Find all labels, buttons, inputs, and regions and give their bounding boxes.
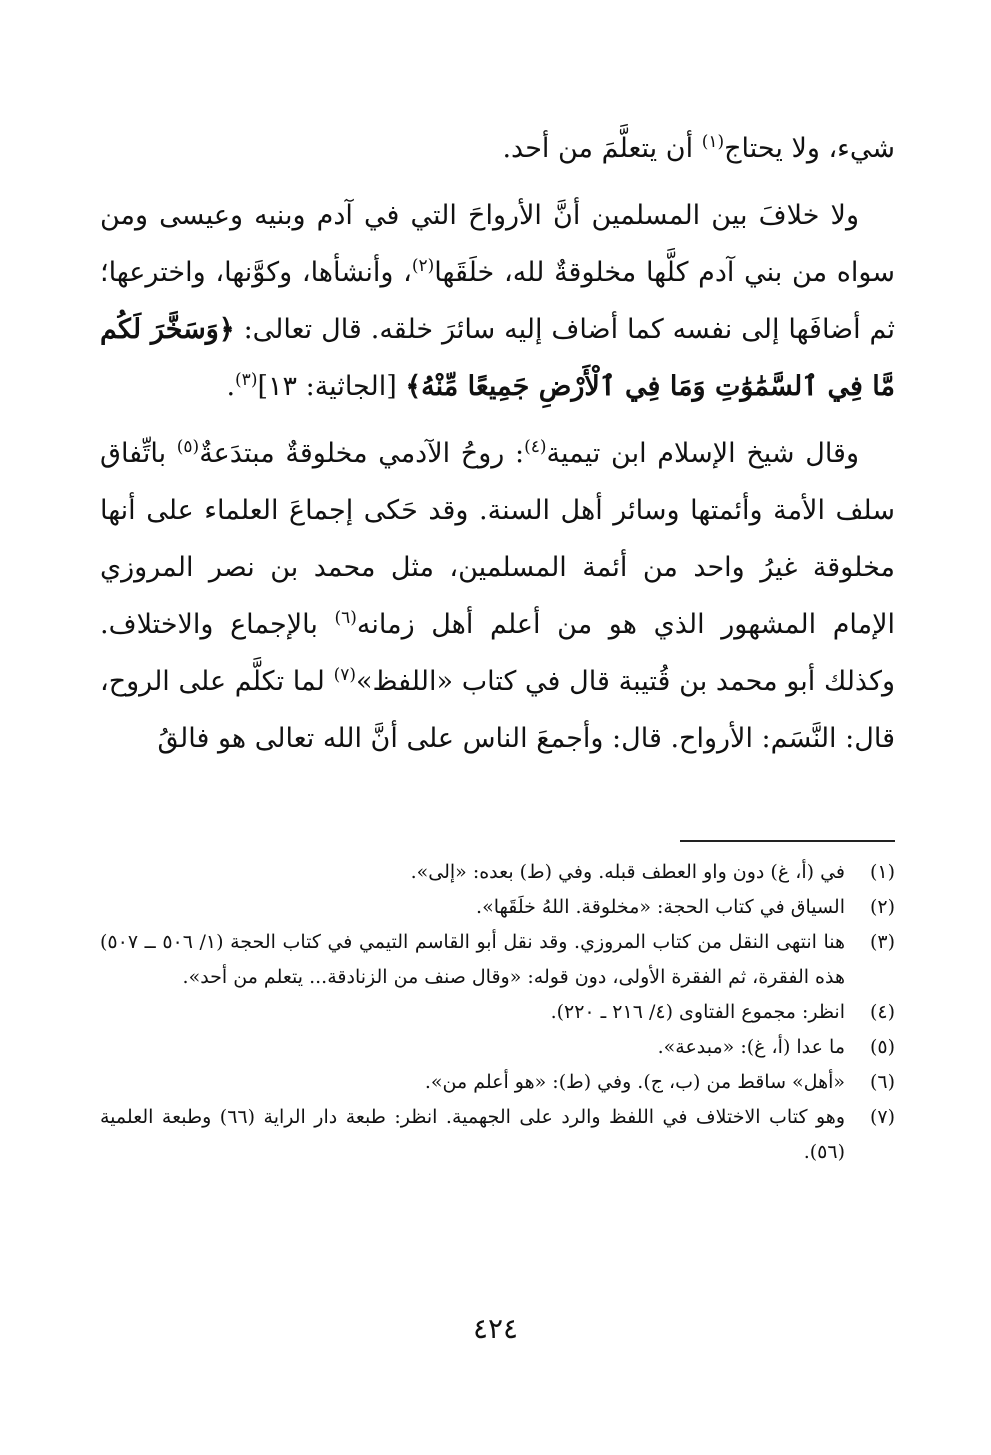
footnote-ref-5[interactable]: (٥) [176, 437, 200, 457]
footnote-number: (٥) [869, 1036, 895, 1058]
footnote-divider [680, 840, 895, 842]
footnote-4 [100, 995, 895, 1030]
footnote-number: (١) [869, 861, 895, 883]
footnote-text: وهو كتاب الاختلاف في اللفظ والرد على الجهمية. انظر: طبعة دار الراية (٦٦) وطبعة العلمية (٥٦). [100, 1106, 845, 1163]
verse-citation: [الجاثية: ١٣] [257, 371, 406, 402]
footnote-text: «أهل» ساقط من (ب، ج). وفي (ط): «هو أعلم من». [424, 1071, 845, 1093]
paragraph-1: شيء، ولا يحتاج$^{(١)}$ أن يتعلَّمَ من أحد. [502, 132, 895, 164]
footnote-7 [100, 1100, 895, 1170]
footnote-text: ما عدا (أ، غ): «مبدعة». [657, 1036, 845, 1058]
footnote-number: (٢) [869, 896, 895, 918]
footnote-6 [100, 1065, 895, 1100]
paragraph-3: وقال شيخ الإسلام ابن تيمية$^{(٤)}$: روحُ الآدمي مخلوقةٌ مبتدَعةٌ$^{(٥)}$ باتِّفاق سلف الأمة وأئمتها وسائر أهل السنة. وقد حَكى إجماعَ العلماء على أنها مخلوقة غيرُ واحد من أئمة المسلمين، مثل محمد بن نصر المروزي الإمام المشهور الذي هو من أعلم أهل زمانه$^{(٦)}$ بالإجماع والاختلاف. وكذلك أبو محمد بن قُتيبة قال في كتاب «اللفظ»$^{(٧)}$ لما تكلَّم على الروح، قال: النَّسَم: الأرواح. قال: وأجمعَ الناس على أنَّ الله تعالى هو فالقُ [100, 437, 895, 754]
footnote-ref-6[interactable]: (٦) [334, 608, 357, 628]
footnote-ref-3[interactable]: (٣) [235, 370, 258, 390]
footnote-2 [100, 890, 895, 925]
page-number: ٤٢٤ [472, 1312, 519, 1345]
footnote-text: انظر: مجموع الفتاوى (٤/ ٢١٦ ـ ٢٢٠). [550, 1001, 845, 1023]
footnote-ref-2[interactable]: (٢) [411, 256, 435, 276]
paragraph-2: ولا خلافَ بين المسلمين أنَّ الأرواحَ التي في آدم وبنيه وعيسى ومن سواه من بني آدم كلَّها مخلوقةٌ لله، خلَقَها$^{(٢)}$، وأنشأها، وكوَّنها، واخترعها؛ ثم أضافَها إلى نفسه كما أضاف إليه سائرَ خلقه. قال تعالى: ﴿وَسَخَّرَ لَكُم مَّا فِي ٱلسَّمَٰوَٰتِ وَمَا فِي ٱلْأَرْضِ جَمِيعًا مِّنْهُ﴾ [الجاثية: ١٣]$^{(٣)}$. [100, 200, 896, 402]
footnote-ref-4[interactable]: (٤) [524, 437, 547, 457]
footnote-text: هنا انتهى النقل من كتاب المروزي. وقد نقل أبو القاسم التيمي في كتاب الحجة (١/ ٥٠٦ ــ ٥٠٧) هذه الفقرة، ثم الفقرة الأولى، دون قوله: «وقال صنف من الزنادقة... يتعلم من أحد». [100, 931, 845, 988]
footnote-ref-1[interactable]: (١) [701, 132, 725, 152]
footnote-number: (٦) [869, 1071, 895, 1093]
quran-verse: ﴿وَسَخَّرَ لَكُم مَّا فِي ٱلسَّمَٰوَٰتِ وَمَا فِي ٱلْأَرْضِ جَمِيعًا مِّنْهُ﴾ [100, 314, 895, 402]
footnotes [100, 855, 895, 1170]
footnote-5 [100, 1030, 895, 1065]
footnote-number: (٧) [869, 1106, 895, 1128]
footnote-text: السياق في كتاب الحجة: «مخلوقة. اللهُ خلَقَها». [476, 896, 845, 918]
main-text [100, 120, 895, 767]
footnote-text: في (أ، غ) دون واو العطف قبله. وفي (ط) بعده: «إلى». [410, 861, 845, 883]
footnote-ref-7[interactable]: (٧) [333, 665, 356, 685]
footnote-1 [100, 855, 895, 890]
footnote-number: (٤) [869, 1001, 895, 1023]
footnote-number: (٣) [869, 931, 895, 953]
footnote-3 [100, 925, 895, 995]
